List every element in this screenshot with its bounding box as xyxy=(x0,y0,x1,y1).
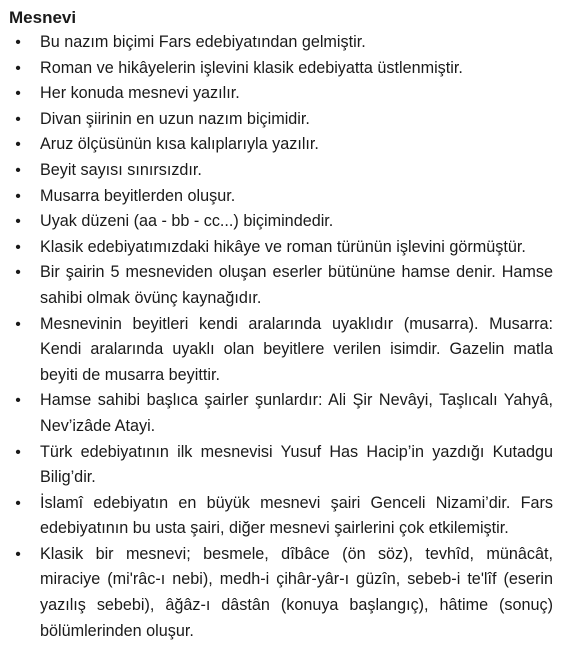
list-item-text: Her konuda mesnevi yazılır. xyxy=(40,84,240,103)
bullet-icon: • xyxy=(15,187,21,205)
bullet-icon: • xyxy=(15,213,21,231)
list-item-text: Klasik edebiyatımızdaki hikâye ve roman türünün işlevini görmüştür. xyxy=(40,237,526,256)
bullet-icon: • xyxy=(15,545,21,563)
bullet-icon: • xyxy=(15,315,21,333)
bullet-icon: • xyxy=(15,59,21,77)
list-item-text: İslamî edebiyatın en büyük mesnevi şairi Genceli Nizami’dir. Fars edebiyatının bu usta şairi, diğer mesnevi şairlerini çok etkilemiştir. xyxy=(40,493,553,538)
list-item xyxy=(9,132,553,158)
list-item xyxy=(9,107,553,133)
bullet-icon: • xyxy=(15,34,21,51)
bullet-icon: • xyxy=(15,161,21,179)
list-item-text: Klasik bir mesnevi; besmele, dîbâce (ön söz), tevhîd, münâcât, miraciye (mi'râc-ı nebi), medh-i çihâr-yâr-ı güzîn, sebeb-i te'lîf (eserin yazılış sebebi), âğâz-ı dâstân (konuya başlangıç), hâtime (sonuç) bölümlerinden oluşur. xyxy=(40,544,553,640)
bullet-icon: • xyxy=(15,110,21,128)
list-item xyxy=(9,158,553,184)
list-item-text: Aruz ölçüsünün kısa kalıplarıyla yazılır. xyxy=(40,135,319,154)
list-item-text: Hamse sahibi başlıca şairler şunlardır: Ali Şir Nevâyi, Taşlıcalı Yahyâ, Nev’izâde Atayi. xyxy=(40,391,553,435)
bullet-icon: • xyxy=(15,392,21,410)
list-item-text: Mesnevinin beyitleri kendi aralarında uyaklıdır (musarra). Musarra: Kendi aralarında uyaklı olan beyitlere verilen isimdir. Gazelin matla beyiti de musarra beyittir. xyxy=(40,314,553,384)
list-item xyxy=(9,30,553,56)
list-item-text: Divan şiirinin en uzun nazım biçimidir. xyxy=(40,109,310,128)
list-item-text: Bu nazım biçimi Fars edebiyatından gelmiştir. xyxy=(40,33,366,51)
list-item xyxy=(9,440,553,491)
list-item-text: Uyak düzeni (aa - bb - cc...) biçimindedir. xyxy=(40,212,334,231)
list-item xyxy=(9,81,553,107)
section-heading: Mesnevi xyxy=(9,8,77,27)
list-item xyxy=(9,542,553,644)
bullet-icon: • xyxy=(15,136,21,154)
bullet-icon: • xyxy=(15,264,21,282)
list-item-text: Bir şairin 5 mesneviden oluşan eserler bütününe hamse denir. Hamse sahibi olmak övünç kaynağıdır. xyxy=(40,263,553,307)
list-item xyxy=(9,56,553,82)
list-item xyxy=(9,209,553,235)
list-item xyxy=(9,388,553,439)
list-item-text: Roman ve hikâyelerin işlevini klasik edebiyatta üstlenmiştir. xyxy=(40,58,463,77)
list-item xyxy=(9,312,553,389)
bullet-icon: • xyxy=(15,443,21,461)
list-item xyxy=(9,491,553,542)
bullet-list xyxy=(9,30,553,644)
list-item-text: Beyit sayısı sınırsızdır. xyxy=(40,160,202,179)
bullet-icon: • xyxy=(15,238,21,256)
bullet-icon: • xyxy=(15,494,21,512)
list-item-text: Türk edebiyatının ilk mesnevisi Yusuf Has Hacip’in yazdığı Kutadgu Bilig’dir. xyxy=(40,442,553,487)
list-item xyxy=(9,260,553,311)
list-item xyxy=(9,184,553,210)
list-item-text: Musarra beyitlerden oluşur. xyxy=(40,186,236,205)
bullet-icon: • xyxy=(15,85,21,103)
list-item xyxy=(9,235,553,261)
